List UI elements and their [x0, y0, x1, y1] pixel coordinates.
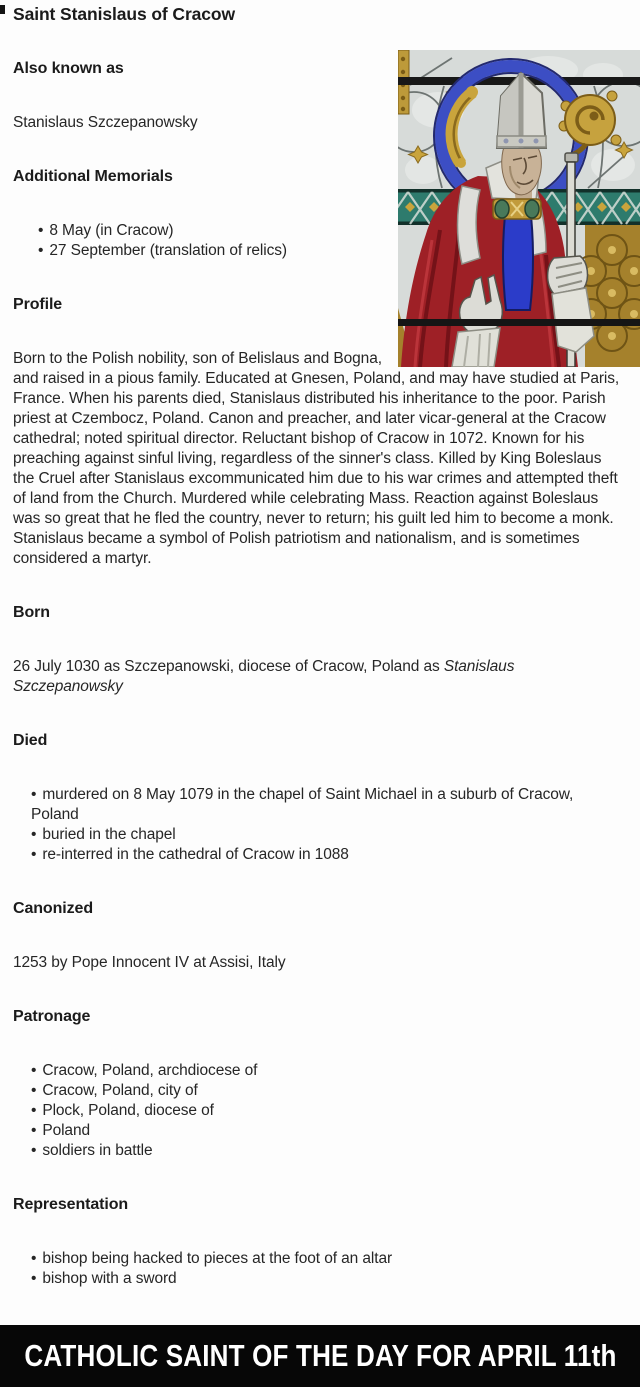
list-item: [31, 785, 625, 825]
list-item: [31, 1121, 625, 1141]
also-known-as-value: Stanislaus Szczepanowsky: [13, 114, 198, 131]
section-heading-died: Died: [13, 732, 48, 749]
bullet-icon: •: [31, 1270, 37, 1287]
bullet-icon: •: [31, 1102, 37, 1119]
list-item-text: Plock, Poland, diocese of: [42, 1102, 214, 1119]
bullet-icon: •: [31, 1142, 37, 1159]
list-item-text: soldiers in battle: [42, 1142, 153, 1159]
bullet-icon: •: [38, 242, 44, 259]
list-item-text: 27 September (translation of relics): [49, 242, 287, 259]
list-item: [31, 845, 625, 865]
section-heading-profile: Profile: [13, 296, 63, 313]
section-heading-representation: Representation: [13, 1196, 129, 1213]
canonized-value: 1253 by Pope Innocent IV at Assisi, Italy: [13, 954, 286, 971]
born-value: [13, 657, 625, 697]
list-item-text: bishop being hacked to pieces at the foot of an altar: [42, 1250, 393, 1267]
section-heading-additional-memorials: Additional Memorials: [13, 168, 173, 185]
born-text: 26 July 1030 as Szczepanowski, diocese of Cracow, Poland as: [13, 658, 444, 675]
caption-banner: [0, 1325, 640, 1387]
profile-text: [13, 349, 625, 569]
section-heading-born: Born: [13, 604, 50, 621]
bullet-icon: •: [31, 786, 37, 803]
stained-glass-graphic: [398, 50, 640, 367]
list-item-text: Cracow, Poland, archdiocese of: [42, 1062, 258, 1079]
list-item: [31, 1141, 625, 1161]
list-item: [31, 1101, 625, 1121]
list-item: [31, 1249, 625, 1269]
section-heading-also-known-as: Also known as: [13, 60, 124, 77]
section-heading-canonized: Canonized: [13, 900, 93, 917]
born-name-italic: Stanislaus Szczepanowsky: [13, 658, 519, 695]
patronage-list: [31, 1061, 625, 1161]
page-title: Saint Stanislaus of Cracow: [13, 4, 236, 24]
bullet-icon: •: [31, 1062, 37, 1079]
list-item: [31, 1269, 625, 1289]
bullet-icon: •: [31, 1082, 37, 1099]
list-item-text: 8 May (in Cracow): [49, 222, 174, 239]
list-item: [31, 1061, 625, 1081]
list-item-text: Poland: [42, 1122, 90, 1139]
list-item: [31, 825, 625, 845]
bullet-icon: •: [31, 1250, 37, 1267]
list-item-text: Cracow, Poland, city of: [42, 1082, 198, 1099]
bullet-icon: •: [31, 826, 37, 843]
list-item-text: murdered on 8 May 1079 in the chapel of Saint Michael in a suburb of Cracow, Poland: [31, 786, 574, 823]
section-heading-patronage: Patronage: [13, 1008, 91, 1025]
list-item: [31, 1081, 625, 1101]
bullet-icon: •: [31, 846, 37, 863]
list-item-text: bishop with a sword: [42, 1270, 177, 1287]
profile-paragraph: Born to the Polish nobility, son of Belislaus and Bogna, and raised in a pious family. Educated at Gnesen, Poland, and may have studied at Paris, France. When his parents died, Stanislaus distributed his inheritance to the poor. Parish priest at Czembocz, Poland. Canon and preacher, and later vicar-general at the Cracow cathedral; noted spiritual director. Reluctant bishop of Cracow in 1072. Known for his preaching against sinful living, regardless of the sinner's class. Killed by King Boleslaus the Cruel after Stanislaus excommunicated him due to his war crimes and attempted theft of land from the Church. Murdered while celebrating Mass. Reaction against Boleslaus was so great that he fled the country, never to return; his guilt led him to become a monk. Stanislaus became a symbol of Polish patriotism and nationalism, and is sometimes considered a martyr.: [13, 350, 620, 567]
banner-text: CATHOLIC SAINT OF THE DAY FOR APRIL 11th: [23, 1338, 617, 1373]
bullet-icon: •: [31, 1122, 37, 1139]
list-item-text: re-interred in the cathedral of Cracow in 1088: [42, 846, 349, 863]
bullet-icon: •: [38, 222, 44, 239]
died-list: [31, 785, 625, 865]
screen-edge-artifact: [0, 5, 5, 14]
list-item-text: buried in the chapel: [42, 826, 176, 843]
representation-list: [31, 1249, 625, 1289]
stained-glass-image: [398, 50, 640, 367]
